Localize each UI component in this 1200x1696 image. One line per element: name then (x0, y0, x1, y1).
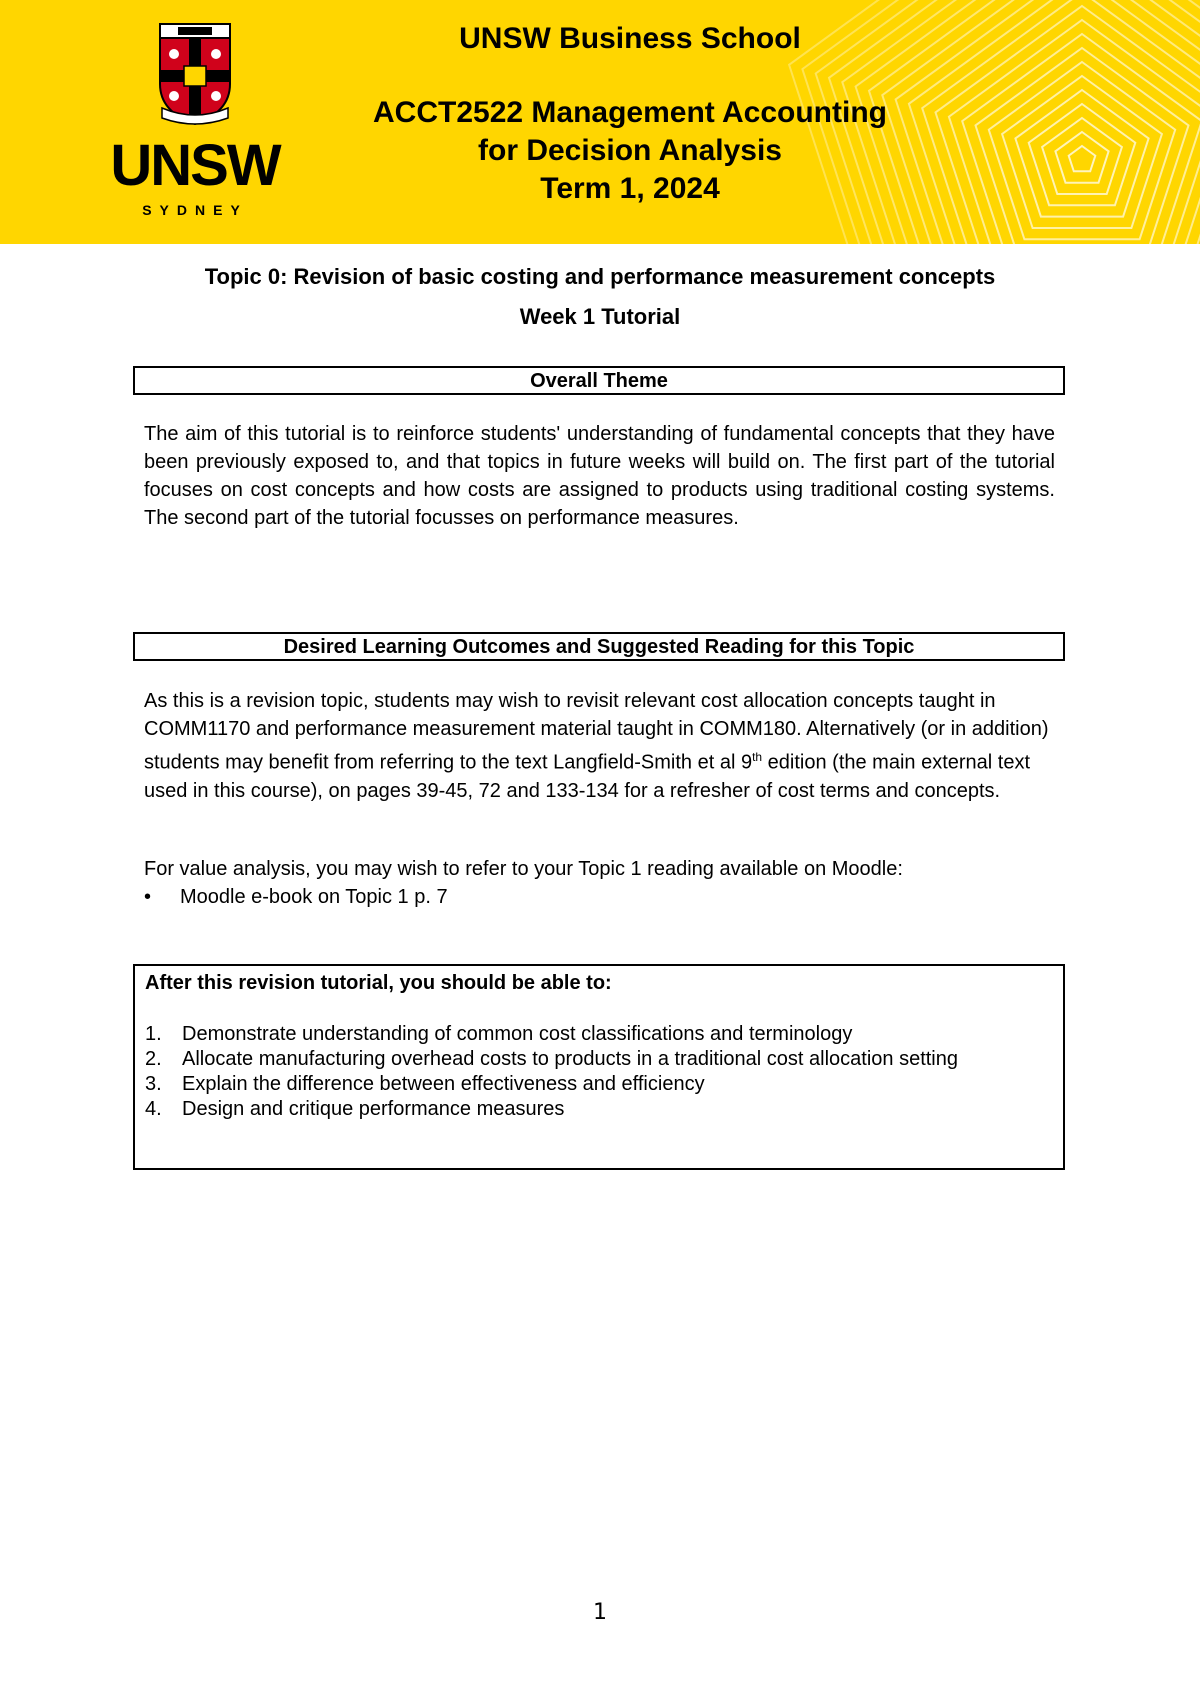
reading-text-part-2: edition (the main external text used in this course), on pages 39-45, 72 and 133-134 for a refresher of cost terms and concepts. (144, 751, 1031, 802)
overall-theme-heading: Overall Theme (133, 366, 1065, 395)
overall-theme-body: The aim of this tutorial is to reinforce students' understanding of fundamental concepts that they have been previously exposed to, and that topics in future weeks will build on. The first part of the tutorial focuses on cost concepts and how costs are assigned to products using traditional costing systems. The second part of the tutorial focusses on performance measures. (144, 423, 1055, 529)
list-item-text: Design and critique performance measures (182, 1098, 565, 1120)
list-item-number: 2. (145, 1048, 162, 1070)
unsw-wordmark: UNSW (110, 133, 280, 198)
pattern-ring (896, 0, 1200, 244)
week-title: Week 1 Tutorial (519, 304, 681, 329)
list-item-text: Explain the difference between effectiveness and efficiency (182, 1073, 705, 1095)
header-banner (0, 0, 1200, 244)
pattern-ring (909, 0, 1200, 244)
course-line-3: Term 1, 2024 (540, 172, 720, 205)
topic-title: Topic 0: Revision of basic costing and performance measurement concepts (204, 264, 996, 289)
reading-list-text: Moodle e-book on Topic 1 p. 7 (180, 886, 448, 908)
list-item-number: 4. (145, 1098, 162, 1120)
pattern-ring (989, 62, 1175, 239)
learning-outcomes-heading: Desired Learning Outcomes and Suggested Reading for this Topic (133, 632, 1065, 661)
edition-superscript: th (752, 750, 763, 764)
course-line-2: for Decision Analysis (478, 134, 782, 167)
list-item-number: 1. (145, 1023, 162, 1045)
suggested-reading-body (144, 687, 1055, 805)
list-item-text: Demonstrate understanding of common cost classifications and terminology (182, 1023, 853, 1045)
outcomes-lead: After this revision tutorial, you should be able to: (145, 972, 612, 994)
pattern-ring (1055, 132, 1108, 183)
bullet-icon: • (144, 886, 152, 908)
value-analysis-intro: For value analysis, you may wish to refer to your Topic 1 reading available on Moodle: (144, 858, 903, 880)
course-line-1: ACCT2522 Management Accounting (373, 96, 887, 129)
unsw-crest-icon (158, 22, 232, 126)
course-title (330, 94, 930, 208)
pattern-ring (1069, 146, 1096, 171)
outcomes-box (133, 964, 1065, 1170)
list-item-text: Allocate manufacturing overhead costs to products in a traditional cost allocation setting (182, 1048, 958, 1070)
unsw-subtitle: SYDNEY (142, 202, 248, 218)
unsw-logo (100, 22, 290, 218)
list-item-number: 3. (145, 1073, 162, 1095)
page-number: 1 (593, 1600, 607, 1625)
school-name: UNSW Business School (459, 22, 801, 55)
reading-text-part-1: As this is a revision topic, students may wish to revisit relevant cost allocation concepts taught in COMM1170 and performance measurement material taught in COMM180. Alternatively (or in addition) students may benefit from referring to the text Langfield-Smith et al 9 (144, 690, 1049, 774)
